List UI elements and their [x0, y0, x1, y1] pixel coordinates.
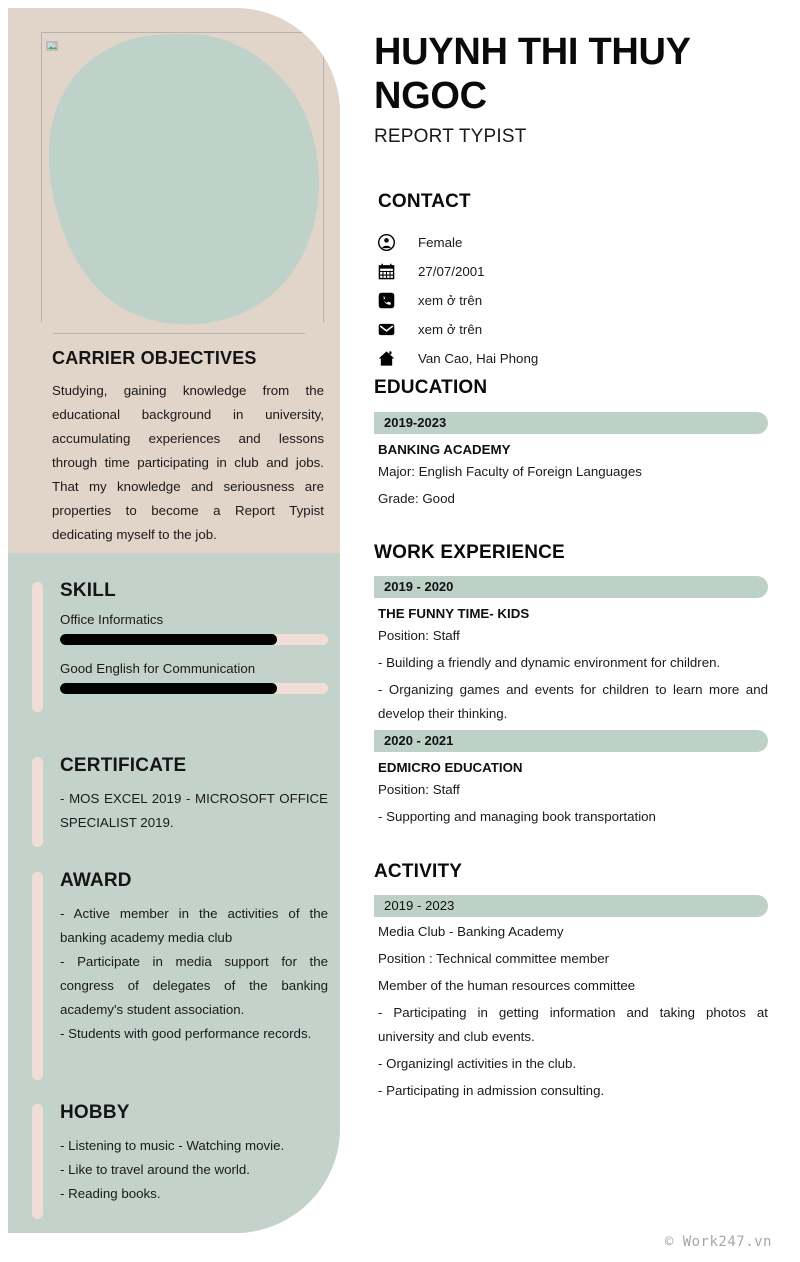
work-date-badge: 2020 - 2021: [374, 730, 768, 752]
contact-value-address: Van Cao, Hai Phong: [418, 351, 539, 366]
award-line-0: - Active member in the activities of the banking academy media club: [60, 906, 328, 945]
education-org: BANKING ACADEMY: [378, 442, 511, 457]
skill-label-0: Office Informatics: [60, 612, 164, 627]
work-entry: [374, 730, 768, 829]
skill-bar-fill-1: [60, 683, 277, 694]
hobby-accent-bar: [32, 1104, 43, 1219]
work-line-0: - Building a friendly and dynamic environment for children.: [378, 655, 721, 670]
calendar-icon: [378, 263, 408, 280]
work-position: Position: Staff: [378, 628, 460, 643]
contact-row: [378, 228, 774, 257]
activity-date-badge: 2019 - 2023: [374, 895, 768, 917]
hobby-heading: HOBBY: [60, 1102, 130, 1123]
education-entry: [374, 412, 768, 511]
hobby-line-1: - Like to travel around the world.: [60, 1162, 250, 1177]
person-icon: [378, 234, 408, 251]
section-carrier-objectives: [52, 348, 324, 547]
activity-line-1: Position : Technical committee member: [378, 951, 610, 966]
activity-line-5: - Participating in admission consulting.: [378, 1083, 605, 1098]
skill-bar-fill-0: [60, 634, 277, 645]
section-award: [32, 870, 328, 1046]
activity-line-3: - Participating in getting information and taking photos at university and club events.: [378, 1005, 768, 1044]
work-line-1: - Organizing games and events for children to learn more and develop their thinking.: [378, 682, 768, 721]
objectives-heading: CARRIER OBJECTIVES: [52, 348, 257, 368]
skill-bar-0: [60, 634, 328, 645]
certificate-text: - MOS EXCEL 2019 - MICROSOFT OFFICE SPECIALIST 2019.: [60, 791, 328, 830]
skill-label-1: Good English for Communication: [60, 661, 256, 676]
work-date-badge: 2019 - 2020: [374, 576, 768, 598]
hobby-line-0: - Listening to music - Watching movie.: [60, 1138, 285, 1153]
section-skill: [32, 580, 328, 710]
phone-icon: [378, 292, 408, 309]
contact-value-birthdate: 27/07/2001: [418, 264, 485, 279]
activity-heading: ACTIVITY: [374, 861, 463, 882]
contact-row: [378, 257, 774, 286]
photo-divider: [53, 333, 305, 334]
section-certificate: [32, 755, 328, 835]
footer-watermark: © Work247.vn: [664, 1234, 772, 1250]
work-experience-heading: WORK EXPERIENCE: [374, 542, 565, 563]
contact-row: [378, 315, 774, 344]
skill-bar-1: [60, 683, 328, 694]
objectives-text: Studying, gaining knowledge from the educational background in university, accumulating experiences and lessons through time participating in club and jobs. That my knowledge and seriousness are properties to become a Report Typist dedicating myself to the job.: [52, 383, 324, 542]
envelope-icon: [378, 321, 408, 338]
award-heading: AWARD: [60, 870, 132, 891]
award-accent-bar: [32, 872, 43, 1080]
page-title: HUYNH THI THUY NGOC: [374, 31, 690, 117]
education-line-1: Grade: Good: [378, 491, 455, 506]
sidebar: [8, 8, 340, 1233]
work-line-0: - Supporting and managing book transportation: [378, 809, 656, 824]
award-line-2: - Students with good performance records.: [60, 1026, 312, 1041]
work-position: Position: Staff: [378, 782, 460, 797]
contact-value-phone: xem ở trên: [418, 293, 483, 308]
work-org: EDMICRO EDUCATION: [378, 760, 523, 775]
activity-line-4: - Organizingl activities in the club.: [378, 1056, 577, 1071]
activity-line-2: Member of the human resources committee: [378, 978, 636, 993]
contact-value-email: xem ở trên: [418, 322, 483, 337]
activity-entry: [374, 895, 768, 1103]
award-line-1: - Participate in media support for the congress of delegates of the banking academy's student association.: [60, 954, 328, 1017]
education-heading: EDUCATION: [374, 377, 488, 398]
job-role: REPORT TYPIST: [374, 126, 527, 147]
certificate-heading: CERTIFICATE: [60, 755, 187, 776]
education-line-0: Major: English Faculty of Foreign Languages: [378, 464, 642, 479]
contact-row: [378, 286, 774, 315]
home-icon: [378, 350, 408, 367]
education-date-badge: 2019-2023: [374, 412, 768, 434]
activity-line-0: Media Club - Banking Academy: [378, 924, 564, 939]
certificate-accent-bar: [32, 757, 43, 847]
contact-row: [378, 344, 774, 373]
contact-list: [378, 228, 774, 373]
contact-heading: CONTACT: [378, 191, 471, 212]
section-hobby: [32, 1102, 328, 1206]
contact-value-gender: Female: [418, 235, 463, 250]
work-org: THE FUNNY TIME- KIDS: [378, 606, 530, 621]
profile-photo-blob: [38, 28, 330, 328]
main-column: [374, 0, 778, 1098]
skill-accent-bar: [32, 582, 43, 712]
broken-image-icon: [46, 40, 62, 55]
skill-heading: SKILL: [60, 580, 116, 601]
hobby-line-2: - Reading books.: [60, 1186, 161, 1201]
work-entry: [374, 576, 768, 726]
